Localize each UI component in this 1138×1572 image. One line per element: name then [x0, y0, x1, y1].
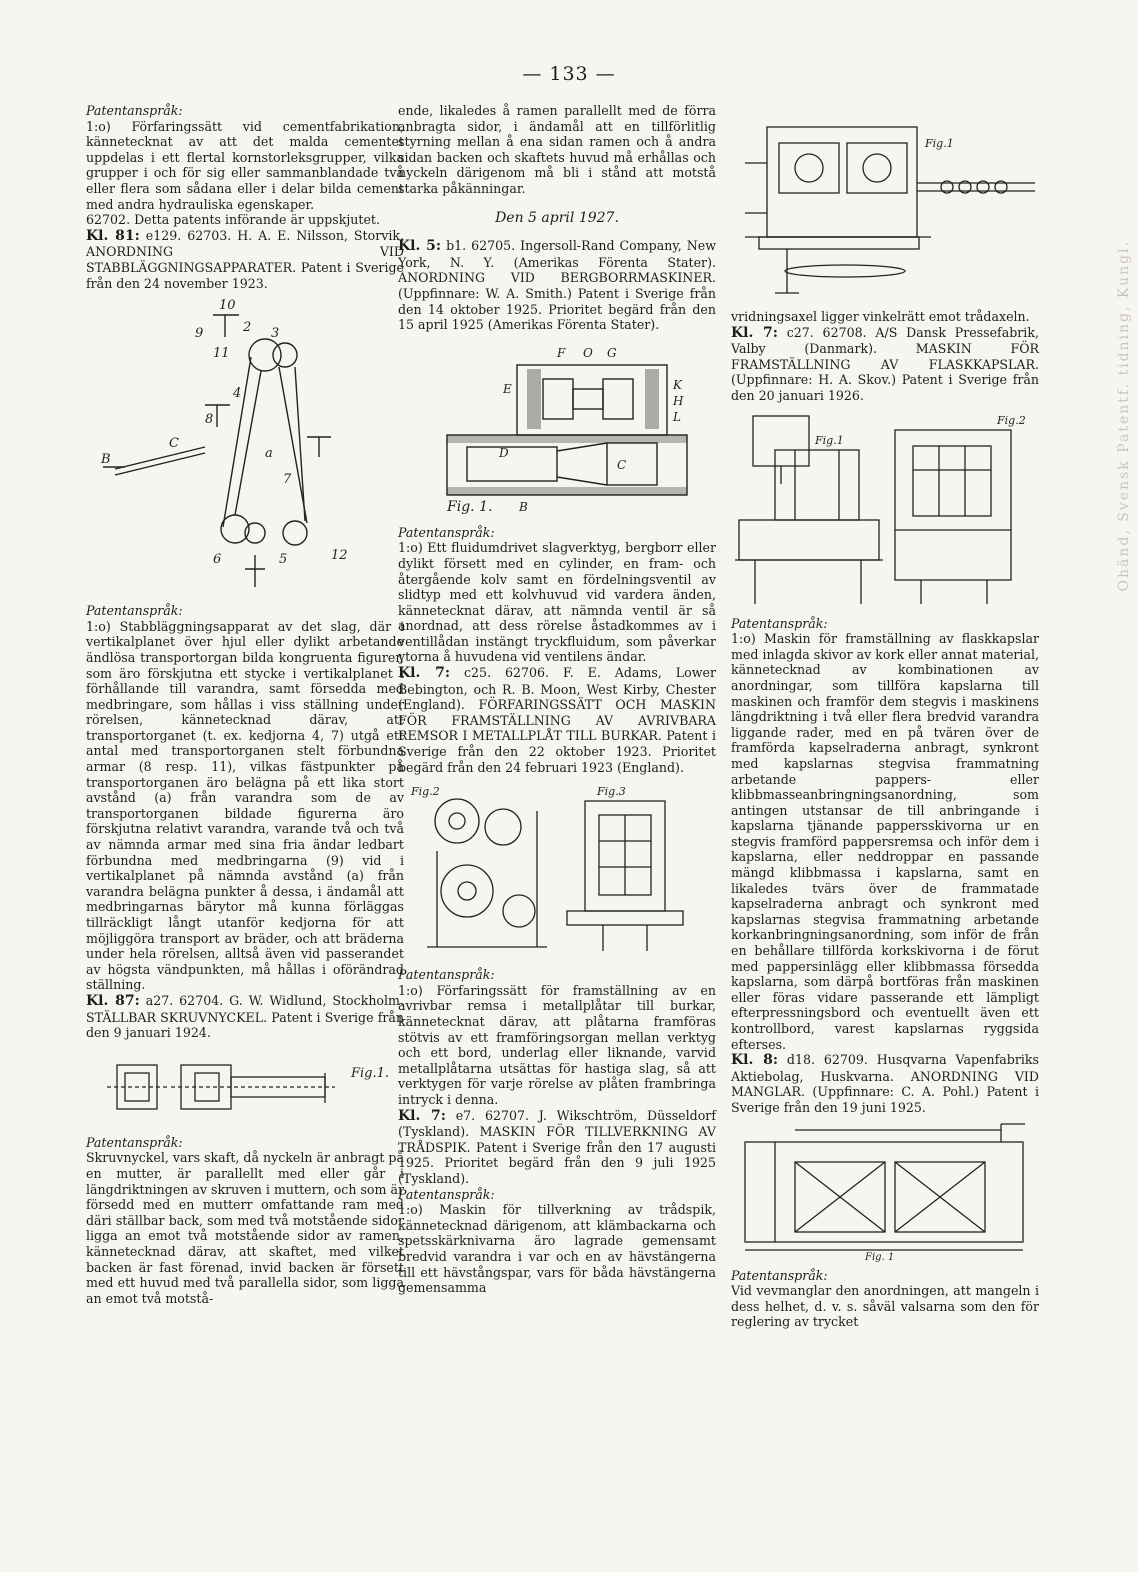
entry-text: a27. 62704. G. W. Widlund, Stockholm. STÄLLBAR SKRUVNYCKEL. Patent i Sverige från den 9 januari 1924. — [86, 992, 404, 1041]
claim-text: 1:o) Maskin för framställning av flaskkapslar med inlagda skivor av kork eller annat material, kännetecknad av kombinationen av anordningar, som tillföra kapslarna till maskinen och framför dem stegvis i maskinens längdriktning i två eller flera bredvid varandra liggande rader, med en på tvären över de framförda kapselraderna anbragt, synkront med kapslarnas stegvisa frammatning arbetande pappers- eller klibbmasseanbringningsanordning, som antingen utstansar de till anbringande i kapslarna tjänande pappersskivorna ur en stegvis framförd pappersremsa och inför dem i kapslarna, eller neddroppar en passande mängd klibbmassa i kapslarna, samt en likaledes tvärs över de frammatade kapselraderna anbragt och synkront med kapslarnas stegvisa frammatning arbetande korkanbringningsanordning, som inför de från en behållare tillförda korkskivorna i de förut med pappersinlägg eller klibbmassa försedda kapslarna, som därpå bortföras från maskinen eller föras vidare passerande ett lämpligt efterpressningsbord och eventuellt även ett kontrollbord, varest kapslarnas ryggsida efterses. — [731, 631, 1039, 1052]
class-label: Kl. 87: — [86, 992, 140, 1009]
claim-heading: Patentanspråk: — [731, 615, 828, 631]
fig-label: B — [519, 499, 528, 514]
fig-label: E — [503, 381, 512, 396]
figure-avrivbar-remsa — [407, 781, 707, 961]
fig-label: D — [499, 445, 509, 460]
column-1 — [86, 103, 404, 1306]
claim-heading: Patentanspråk: — [86, 1134, 183, 1150]
claim-text: Vid vevmanglar den anordningen, att mangeln i dess helhet, d. v. s. såväl valsarna som den för reglering av trycket — [731, 1283, 1039, 1330]
side-margin-text — [1112, 240, 1138, 1270]
figure-flaskkapslar — [735, 410, 1035, 610]
claim-heading: Patentanspråk: — [398, 967, 495, 983]
class-label: Kl. 7: — [731, 324, 778, 341]
claim-heading: Patentanspråk: — [398, 524, 495, 540]
fig-label: 7 — [283, 472, 292, 488]
patent-entry-62707 — [398, 1108, 716, 1187]
fig-label: 11 — [213, 346, 230, 362]
fig-label: H — [673, 393, 684, 408]
fig-label: G — [607, 345, 617, 360]
fig-label: L — [673, 409, 681, 424]
patent-entry-62709 — [731, 1052, 1039, 1115]
wheel-bottom-right — [283, 521, 307, 545]
fig-label: Fig.1. — [351, 1065, 390, 1081]
claim-heading: Patentanspråk: — [731, 1267, 828, 1283]
fig-label: C — [617, 457, 627, 472]
figure-tradspik — [735, 103, 1035, 303]
date-heading: Den 5 april 1927. — [495, 209, 619, 226]
figure-skruvnyckel — [95, 1047, 395, 1129]
fig-label: Fig.3 — [597, 785, 626, 799]
fig-label: 9 — [195, 326, 204, 342]
claim-heading: Patentanspråk: — [86, 603, 183, 619]
claim-heading: Patentanspråk: — [398, 1186, 495, 1202]
figure-bergborr — [407, 339, 707, 519]
column-2 — [398, 103, 716, 1296]
side-text: Ohänd, Svensk Patentf. tidning, Kungl. — [1116, 240, 1132, 592]
class-label: Kl. 7: — [398, 665, 451, 682]
page-number: — 133 — — [522, 63, 616, 85]
fig-label: C — [169, 436, 179, 452]
entry-text: c27. 62708. A/S Dansk Pressefabrik, Valby (Danmark). MASKIN FÖR FRAMSTÄLLNING AV FLASKKAPSLAR. (Uppfinnare: H. A. Skov.) Patent i Sverige från den 20 januari 1926. — [731, 324, 1039, 403]
claim-text: 1:o) Stabbläggningsapparat av det slag, där i vertikalplanet över hjul eller dylikt arbetande ändlösa transportorgan bilda kongruenta figurer, som äro förskjutna ett stycke i vertikalplanet i förhållande till varandra, samt försedda med medbringare, som hållas i viss ställning under rörelsen, kännetecknad därav, att transportorganet (t. ex. kedjorna 4, 7) utgå ett antal med transportorganen stelt förbundna armar (8 resp. 11), vilkas fästpunkter på transportorganen äro belägna på ett lika stort avstånd (a) från varandra som de av transportorganen bildade figurerna äro förskjutna relativt varandra, varande två och två av nämnda armar med sina fria ändar ledbart förbundna med medbringarna (9) vid i vertikalplanet på nämnda avstånd (a) från varandra belägna punkter å dessa, i ändamål att medbringarnas bärytor må kunna förläggas tillräckligt långt utanför kedjorna för att möjliggöra transport av bräder, och att bräderna under hela rörelsen, alltså även vid passerandet av högsta vändpunkten, må hållas i oförändrad ställning. — [86, 618, 404, 993]
entry-text: e129. 62703. H. A. E. Nilsson, Storvik. ANORDNING VID STABBLÄGGNINGSAPPARATER. Patent i Sverige från den 24 november 1923. — [86, 227, 404, 291]
wheel-top — [249, 339, 281, 371]
fig-label: 5 — [279, 552, 288, 568]
entry-text: e7. 62707. J. Wikschtröm, Düsseldorf (Tyskland). MASKIN FÖR TILLVERKNING AV TRÅDSPIK. Patent i Sverige från den 17 augusti 1925. Prioritet begärd från den 9 juli 1925 (Tyskland). — [398, 1107, 716, 1186]
claim-text: Skruvnyckel, vars skaft, då nyckeln är anbragt på en mutter, är parallellt med eller går i längdriktningen av skruven i muttern, och som är försedd med en mutterr omfattande ram med däri ställbar back, som med två motstående sidor ligga an emot två motstående sidor av ramen, kännetecknad därav, att skaftet, med vilket backen är fast förenad, invid backen är försett med ett huvud med två parallella sidor, som ligga an emot två motstå- — [86, 1150, 404, 1306]
patent-entry-62708 — [731, 325, 1039, 404]
claim-text: 1:o) Förfaringssätt för framställning av en avrivbar remsa i metallplåtar till burkar, kännetecknat därav, att plåtarna framföras stötvis av ett framföringsorgan mellan verktyg och ett bord, underlag eller liknande, varvid metallplåtarna utsättas för hastiga slag, så att verktygen för varje rörelse av plåten frambringa intryck i denna. — [398, 982, 716, 1107]
class-label: Kl. 81: — [86, 227, 140, 244]
patent-entry-62703 — [86, 228, 404, 291]
fig-label: B — [101, 452, 111, 468]
figure-stabblaggning — [95, 297, 395, 597]
patent-entry-62706 — [398, 665, 716, 775]
claim-text: 1:o) Förfaringssätt vid cementfabrikation, kännetecknat av att det malda cementet uppdelas i ett flertal kornstorleksgrupper, vilka grupper i och för sig eller sammanblandade två eller flera som sådana eller i delar bilda cement med andra hydrauliska egenskaper. — [86, 118, 404, 212]
figure-mangel — [735, 1122, 1035, 1262]
fig-label: 3 — [271, 326, 280, 342]
patent-note: 62702. Detta patents införande är uppskjutet. — [86, 212, 380, 228]
class-label: Kl. 7: — [398, 1107, 446, 1124]
claim-text: vridningsaxel ligger vinkelrätt emot trådaxeln. — [731, 309, 1030, 324]
fig-label: 8 — [205, 412, 214, 428]
class-label: Kl. 5: — [398, 238, 442, 255]
fig-label: Fig.2 — [997, 413, 1026, 427]
fig-label: 6 — [213, 552, 222, 568]
claim-text: 1:o) Maskin för tillverkning av trådspik, kännetecknad därigenom, att klämbackarna och spetsskärknivarna äro lagrade gemensamt bredvid varandra i var och en av hävstängerna till ett hävstångspar, vars för båda hävstängerna gemensamma — [398, 1202, 716, 1296]
fig-label: Fig. 1. — [447, 498, 493, 515]
fig-label: a — [265, 446, 273, 462]
fig-label: Fig.1 — [925, 137, 954, 150]
claim-text: 1:o) Ett fluidumdrivet slagverktyg, bergborr eller dylikt försett med en cylinder, en fram- och återgående kolv samt en fördelningsventil av slidtyp med ett kolvhuvud vid vardera änden, kännetecknat därav, att nämnda ventil är så anordnad, att dess rörelse åstadkommes av i ventillådan instängt tryckfluidum, som påverkar ytorna å huvudena vid ventilens ändar. — [398, 540, 716, 665]
fig-label: O — [583, 345, 593, 360]
fig-label: K — [673, 377, 682, 392]
fig-label: 4 — [233, 386, 242, 402]
column-3 — [731, 103, 1039, 1330]
fig-label: Fig.2 — [411, 785, 440, 799]
claim-text: ende, likaledes å ramen parallellt med de förra anbragta sidor, i ändamål att en tillförlitlig styrning mellan å ena sidan ramen och å andra sidan backen och skaftets huvud må erhållas och nyckeln därigenom må bli i stånd att motstå starka påkänningar. — [398, 103, 716, 196]
fig-label: Fig.1 — [815, 433, 844, 447]
patent-entry-62704 — [86, 993, 404, 1041]
claim-heading: Patentanspråk: — [86, 103, 183, 118]
fig-label: Fig. 1 — [865, 1251, 895, 1262]
fig-label: 12 — [331, 548, 348, 564]
entry-text: b1. 62705. Ingersoll-Rand Company, New York, N. Y. (Amerikas Förenta Stater). ANORDNING VID BERGBORRMASKINER. (Uppfinnare: W. A. Smith.) Patent i Sverige från den 14 oktober 1925. Prioritet begärd från den 15 april 1925 (Amerikas Förenta Stater). — [398, 238, 717, 333]
fig-label: F — [557, 345, 566, 360]
fig-label: 2 — [243, 320, 252, 336]
entry-text: d18. 62709. Husqvarna Vapenfabriks Aktiebolag, Huskvarna. ANORDNING VID MANGLAR. (Uppfinnare: C. A. Pohl.) Patent i Sverige från den 19 juni 1925. — [731, 1052, 1039, 1115]
fig-label: 10 — [219, 298, 236, 314]
wheel-bottom-left — [221, 515, 249, 543]
entry-text: c25. 62706. F. E. Adams, Lower Bebington, och R. B. Moon, West Kirby, Chester (England). FÖRFARINGSSÄTT OCH MASKIN FÖR FRAMSTÄLLNING AV AVRIVBARA REMSOR I METALLPLÅT TILL BURKAR. Patent i Sverige från den 22 oktober 1923. Prioritet begärd från den 24 februari 1923 (England). — [398, 665, 716, 775]
patent-entry-62705 — [398, 238, 716, 333]
class-label: Kl. 8: — [731, 1052, 779, 1069]
